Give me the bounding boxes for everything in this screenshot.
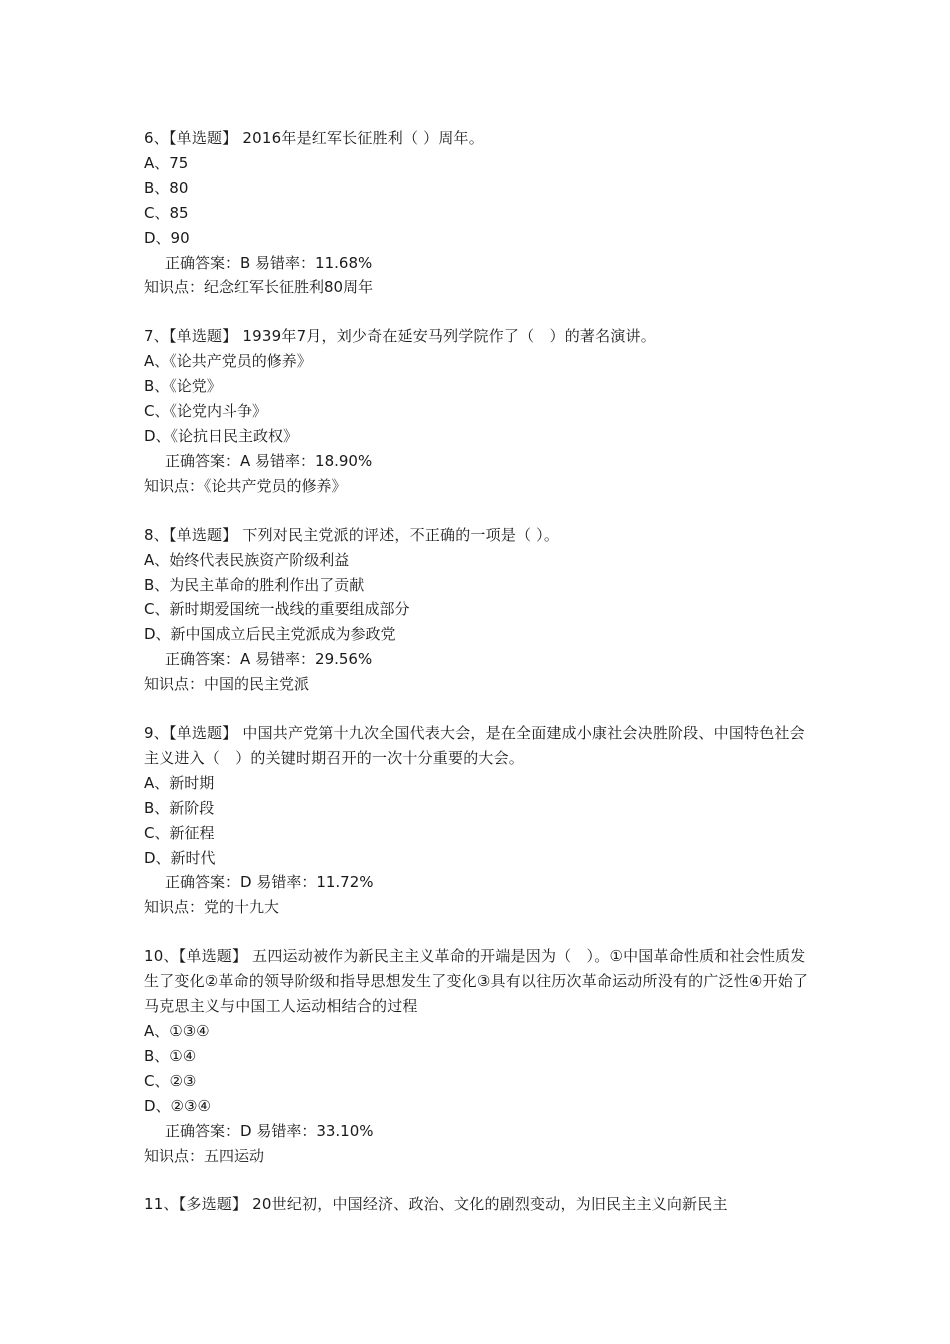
knowledge-point: 知识点：纪念红军长征胜利80周年 xyxy=(144,278,374,297)
knowledge-point: 知识点：《论共产党员的修养》 xyxy=(144,476,347,495)
question-10 xyxy=(144,944,814,1168)
correct-answer: 正确答案：B 易错率：11.68% xyxy=(165,253,373,272)
option-b: B、《论党》 xyxy=(144,377,222,396)
question-11 xyxy=(144,1192,814,1217)
option-c: C、《论党内斗争》 xyxy=(144,402,267,421)
correct-answer: 正确答案：D 易错率：33.10% xyxy=(165,1121,374,1140)
correct-answer: 正确答案：D 易错率：11.72% xyxy=(165,873,374,892)
option-d: D、《论抗日民主政权》 xyxy=(144,426,299,445)
question-stem: 10、【单选题】 五四运动被作为新民主主义革命的开端是因为（ ）。①中国革命性质和社会性质发生了变化②革命的领导阶级和指导思想发生了变化③具有以往历次革命运动所没有的广泛性④开始了马克思主义与中国工人运动相结合的过程 xyxy=(144,947,809,1016)
option-a: A、75 xyxy=(144,153,189,172)
correct-answer: 正确答案：A 易错率：29.56% xyxy=(165,650,373,669)
question-7 xyxy=(144,324,814,498)
option-d: D、新中国成立后民主党派成为参政党 xyxy=(144,625,396,644)
option-d: D、90 xyxy=(144,228,190,247)
option-c: C、②③ xyxy=(144,1071,197,1090)
question-list xyxy=(144,126,814,1241)
question-stem: 9、【单选题】 中国共产党第十九次全国代表大会，是在全面建成小康社会决胜阶段、中国特色社会主义进入（ ）的关键时期召开的一次十分重要的大会。 xyxy=(144,724,805,767)
question-stem: 8、【单选题】 下列对民主党派的评述，不正确的一项是（ ）。 xyxy=(144,525,560,544)
option-a: A、新时期 xyxy=(144,773,215,792)
question-stem: 11、【多选题】 20世纪初，中国经济、政治、文化的剧烈变动，为旧民主主义向新民主 xyxy=(144,1195,728,1214)
option-b: B、①④ xyxy=(144,1046,197,1065)
question-6 xyxy=(144,126,814,300)
option-b: B、80 xyxy=(144,178,189,197)
knowledge-point: 知识点：五四运动 xyxy=(144,1146,265,1165)
option-c: C、新征程 xyxy=(144,823,215,842)
option-b: B、新阶段 xyxy=(144,798,215,817)
option-c: C、85 xyxy=(144,203,189,222)
knowledge-point: 知识点：中国的民主党派 xyxy=(144,675,310,694)
option-a: A、《论共产党员的修养》 xyxy=(144,352,312,371)
question-9 xyxy=(144,721,814,920)
option-c: C、新时期爱国统一战线的重要组成部分 xyxy=(144,600,410,619)
correct-answer: 正确答案：A 易错率：18.90% xyxy=(165,451,373,470)
option-d: D、新时代 xyxy=(144,848,216,867)
option-a: A、①③④ xyxy=(144,1022,210,1040)
option-a: A、始终代表民族资产阶级利益 xyxy=(144,550,350,569)
question-8 xyxy=(144,523,814,697)
option-d: D、②③④ xyxy=(144,1096,211,1115)
question-stem: 7、【单选题】 1939年7月，刘少奇在延安马列学院作了（ ）的著名演讲。 xyxy=(144,327,656,346)
question-stem: 6、【单选题】 2016年是红军长征胜利（ ）周年。 xyxy=(144,129,484,147)
option-b: B、为民主革命的胜利作出了贡献 xyxy=(144,575,365,594)
knowledge-point: 知识点：党的十九大 xyxy=(144,898,280,917)
